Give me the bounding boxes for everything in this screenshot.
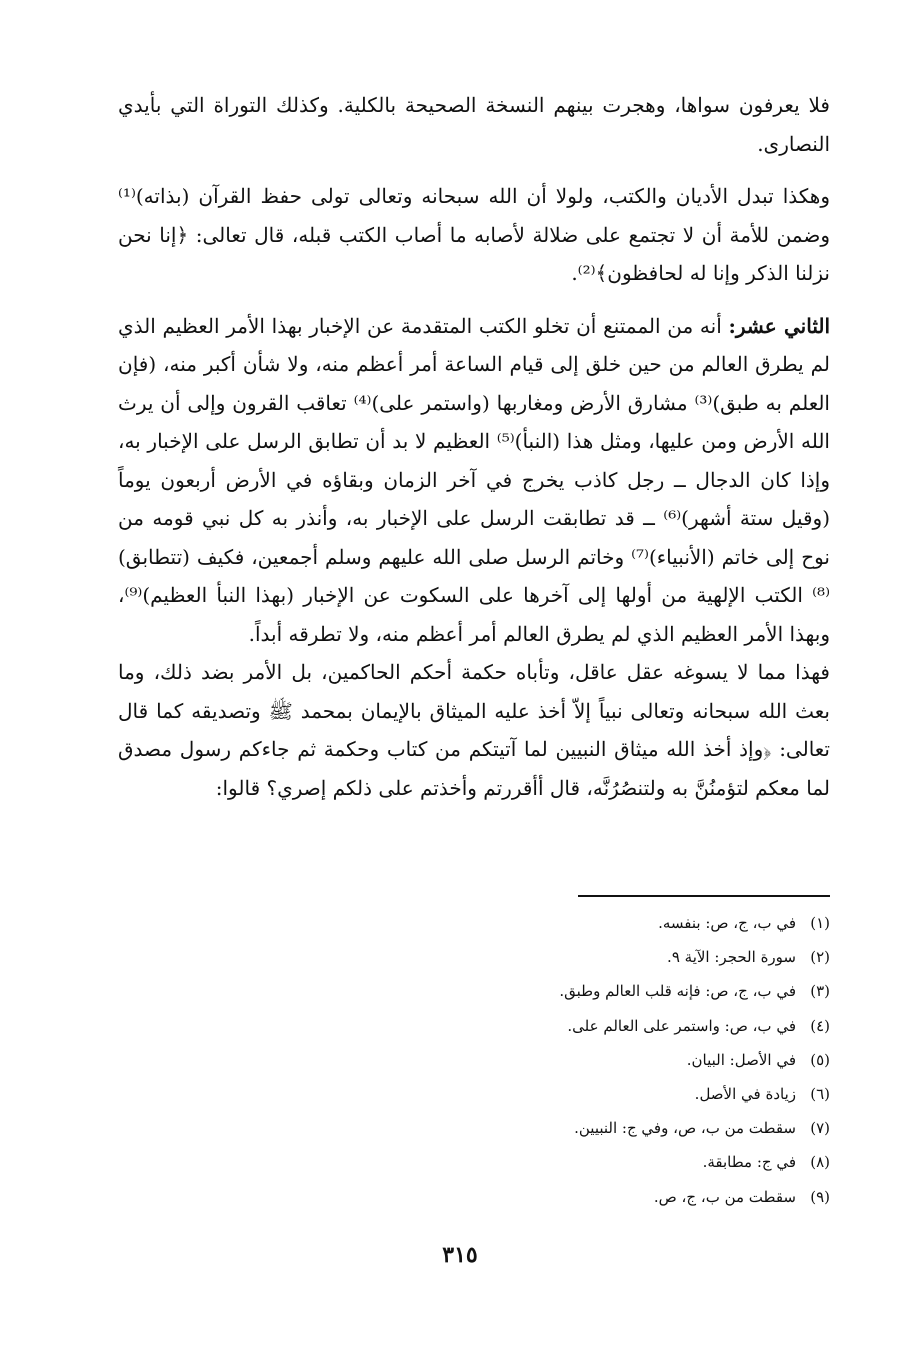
footnote-number: (٩) [810, 1187, 830, 1206]
footnote-text: سورة الحجر: الآية ٩. [667, 948, 796, 967]
footnote-number: (٢) [810, 948, 830, 967]
footnote-item [200, 940, 830, 974]
footnote-item [200, 906, 830, 940]
footnote-number: (٥) [810, 1050, 830, 1069]
footnote-item [200, 1145, 830, 1179]
footnote-text: في ب، ص: واستمر على العالم على. [567, 1016, 796, 1035]
footnote-item [200, 1111, 830, 1145]
paragraph-quran-preservation [118, 177, 830, 293]
footnote-item [200, 974, 830, 1008]
page-number: ٣١٥ [442, 1242, 478, 1268]
paragraph-lead-heading: الثاني عشر: [728, 313, 831, 338]
main-text [118, 86, 830, 807]
footnotes-list [200, 906, 830, 1214]
footnote-text: في ج: مطابقة. [702, 1153, 796, 1172]
paragraph-text: فهذا مما لا يسوغه عقل عاقل، وتأباه حكمة أحكم الحاكمين، بل الأمر بضد ذلك، وما بعث الله سبحانه وتعالى نبياً إلاّ أخذ عليه الميثاق بالإيمان بمحمد ﷺ وتصديقه كما قال تعالى: ﴿وإذ أخذ الله ميثاق النبيين لما آتيتكم من كتاب وحكمة ثم جاءكم رسول مصدق لما معكم لتؤمنُنَّ به ولتنصُرُنَّه، قال أأقررتم وأخذتم على ذلكم إصري؟ قالوا: [118, 660, 830, 800]
footnote-item [200, 1077, 830, 1111]
footnote-text: في الأصل: البيان. [686, 1050, 796, 1069]
footnote-number: (١) [810, 914, 830, 932]
footnote-separator [578, 895, 830, 897]
paragraph-covenant [118, 653, 830, 807]
paragraph-text: فلا يعرفون سواها، وهجرت بينهم النسخة الصحيحة بالكلية. وكذلك التوراة التي بأيدي النصارى. [118, 93, 830, 156]
footnote-text: سقطت من ب، ج، ص. [653, 1187, 796, 1206]
paragraph-continuation [118, 86, 830, 163]
footnote-item [200, 1009, 830, 1043]
footnote-text: في ب، ج، ص: فإنه قلب العالم وطبق. [559, 982, 796, 1001]
paragraph-text: أنه من الممتنع أن تخلو الكتب المتقدمة عن الإخبار بهذا الأمر العظيم الذي لم يطرق العالم من حين خلق إلى قيام الساعة أمر أعظم منه، ولا شأن أكبر منه، (فإن العلم به طبق)⁽³⁾ مشارق الأرض ومغاربها (واستمر على)⁽⁴⁾ تعاقب القرون وإلى أن يرث الله الأرض ومن عليها، ومثل هذا (النبأ)⁽⁵⁾ العظيم لا بد أن تطابق الرسل على الإخبار به، وإذا كان الدجال ــ رجل كاذب يخرج في آخر الزمان وبقاؤه في الأرض أربعون يوماً (وقيل ستة أشهر)⁽⁶⁾ ــ قد تطابقت الرسل على الإخبار به، وأنذر به كل نبي قومه من نوح إلى خاتم (الأنبياء)⁽⁷⁾ وخاتم الرسل صلى الله عليهم وسلم أجمعين، فكيف (تتطابق)⁽⁸⁾ الكتب الإلهية من أولها إلى آخرها على السكوت عن الإخبار (بهذا النبأ العظيم)⁽⁹⁾، وبهذا الأمر العظيم الذي لم يطرق العالم أمر أعظم منه، ولا تطرقه أبداً. [118, 313, 831, 646]
footnote-item [200, 1180, 830, 1214]
footnote-text: في ب، ج، ص: بنفسه. [658, 914, 796, 932]
paragraph-text: وهكذا تبدل الأديان والكتب، ولولا أن الله سبحانه وتعالى تولى حفظ القرآن (بذاته)⁽¹⁾ وضمن للأمة أن لا تجتمع على ضلالة لأصابه ما أصاب الكتب قبله، قال تعالى: ﴿إنا نحن نزلنا الذكر وإنا له لحافظون﴾⁽²⁾. [118, 184, 830, 285]
footnote-text: زيادة في الأصل. [694, 1085, 796, 1104]
paragraph-twelfth-point [118, 307, 830, 654]
footnote-number: (٤) [810, 1016, 830, 1035]
footnote-number: (٣) [810, 982, 830, 1001]
footnote-number: (٧) [810, 1119, 830, 1138]
footnote-item [200, 1043, 830, 1077]
footnote-number: (٨) [810, 1153, 830, 1172]
footnote-number: (٦) [810, 1085, 830, 1104]
footnote-text: سقطت من ب، ص، وفي ج: النبيين. [574, 1119, 796, 1138]
